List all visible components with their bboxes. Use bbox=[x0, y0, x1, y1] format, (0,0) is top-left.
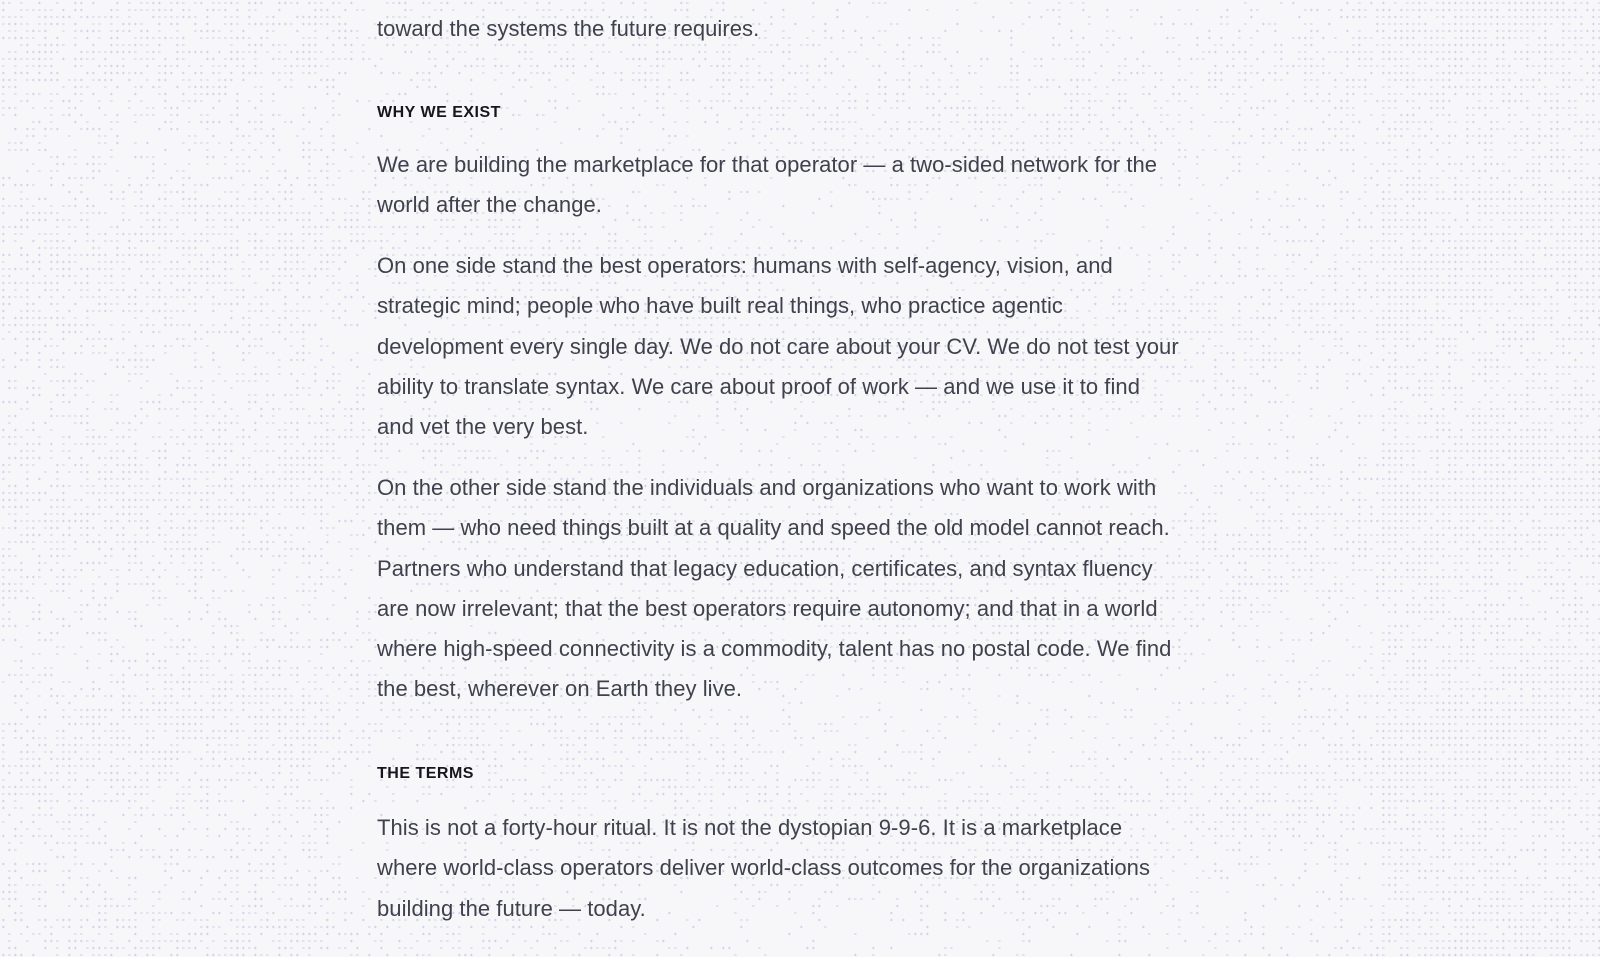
paragraph-line: world after the change. bbox=[377, 192, 602, 218]
paragraph-line: On the other side stand the individuals and organizations who want to work with bbox=[377, 475, 1157, 500]
intro-paragraph-tail bbox=[377, 9, 759, 49]
paragraph-line: ability to translate syntax. We care about proof of work — and we use it to find bbox=[377, 373, 1140, 399]
why-paragraph-1 bbox=[377, 145, 1237, 226]
paragraph-line: This is not a forty-hour ritual. It is not the dystopian 9-9-6. It is a marketplace bbox=[377, 815, 1123, 840]
paragraph-line: Partners who understand that legacy education, certificates, and syntax fluency bbox=[377, 555, 1153, 581]
paragraph-line: strategic mind; people who have built real things, who practice agentic bbox=[377, 293, 1063, 319]
paragraph-line: and vet the very best. bbox=[377, 414, 589, 440]
section-heading-the-terms: THE TERMS bbox=[377, 765, 474, 782]
paragraph-line: development every single day. We do not care about your CV. We do not test your bbox=[377, 333, 1179, 359]
section-heading-why-we-exist: WHY WE EXIST bbox=[377, 104, 501, 121]
paragraph-line: the best, wherever on Earth they live. bbox=[377, 676, 743, 702]
terms-paragraph bbox=[377, 808, 1237, 929]
paragraph-line: On one side stand the best operators: humans with self-agency, vision, and bbox=[377, 253, 1113, 278]
paragraph-line: We are building the marketplace for that operator — a two-sided network for the bbox=[377, 152, 1158, 177]
why-paragraph-3 bbox=[377, 468, 1237, 710]
paragraph-line: where world-class operators deliver world-class outcomes for the organizations bbox=[377, 855, 1151, 881]
why-paragraph-2 bbox=[377, 246, 1237, 447]
paragraph-line: are now irrelevant; that the best operators require autonomy; and that in a world bbox=[377, 595, 1158, 621]
paragraph-line: them — who need things built at a quality and speed the old model cannot reach. bbox=[377, 515, 1170, 541]
paragraph-line: building the future — today. bbox=[377, 895, 646, 921]
paragraph-line: toward the systems the future requires. bbox=[377, 16, 760, 41]
paragraph-line: where high-speed connectivity is a commodity, talent has no postal code. We find bbox=[377, 636, 1172, 662]
